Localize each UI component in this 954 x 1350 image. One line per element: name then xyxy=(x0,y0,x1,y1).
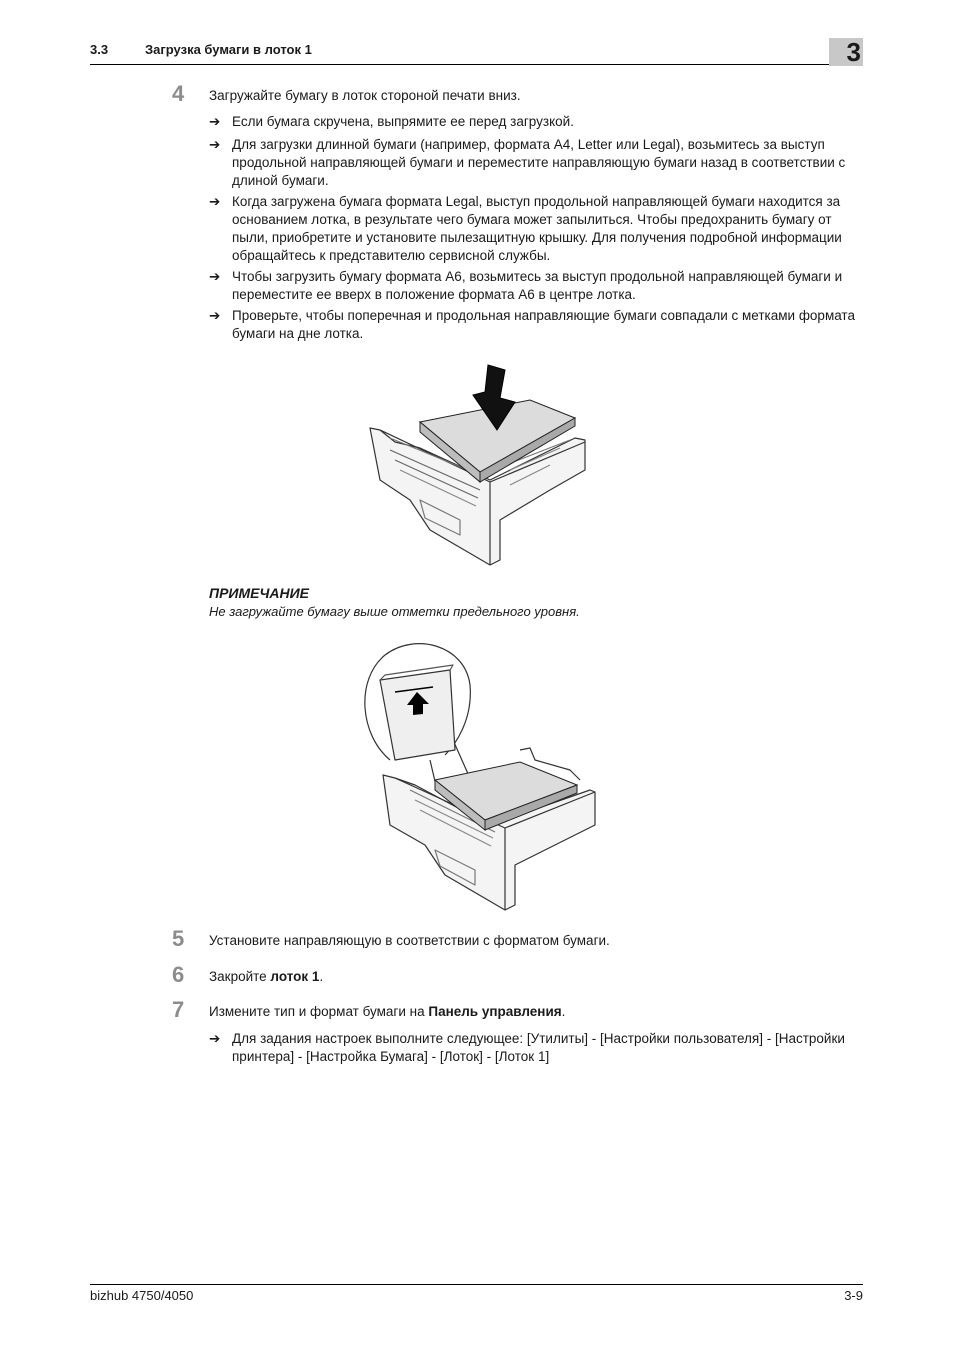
bullet-text: Когда загружена бумага формата Legal, выступ продольной направляющей бумаги находится за основанием лотка, в результате чего бумага может запылиться. Чтобы предохранить бумагу от пыли, приобретите и установите пылезащитную крышку. Для получения подробной информации обращайтесь к представителю сервисной службы. xyxy=(232,194,842,263)
bullet-text: Чтобы загрузить бумагу формата A6, возьмитесь за выступ продольной направляющей бумаги и переместите ее вверх в положение формата A6 в центре лотка. xyxy=(232,269,843,302)
note-title: ПРИМЕЧАНИЕ xyxy=(209,585,310,601)
arrow-icon: ➔ xyxy=(209,1031,221,1046)
step-4-number: 4 xyxy=(172,81,185,106)
step-6-number: 6 xyxy=(172,962,185,987)
step-7-panel-name: Панель управления xyxy=(428,1004,562,1019)
step-5-number: 5 xyxy=(172,926,185,951)
step-4-bullet-2 xyxy=(209,136,864,190)
step-5-text: Установите направляющую в соответствии с форматом бумаги. xyxy=(209,933,610,948)
tray-loading-illustration xyxy=(360,360,600,570)
footer-rule xyxy=(90,1284,863,1285)
bullet-text: Проверьте, чтобы поперечная и продольная направляющие бумаги совпадали с метками формата бумаги на дне лотка. xyxy=(232,308,855,341)
step-6-text xyxy=(209,968,859,986)
step-7-bullet-1 xyxy=(209,1030,864,1066)
arrow-icon: ➔ xyxy=(209,308,221,323)
step-4-bullet-1 xyxy=(209,113,864,131)
step-6-text-start: Закройте xyxy=(209,969,271,984)
chapter-badge xyxy=(829,38,863,66)
bullet-text: Для загрузки длинной бумаги (например, формата A4, Letter или Legal), возьмитесь за выступ продольной направляющей бумаги и переместите направляющую бумаги назад в соответствии с длиной бумаги. xyxy=(232,137,846,188)
arrow-icon: ➔ xyxy=(209,194,221,209)
bullet-text: Если бумага скручена, выпрямите ее перед загрузкой. xyxy=(232,114,574,129)
section-title: Загрузка бумаги в лоток 1 xyxy=(145,42,312,57)
footer-model: bizhub 4750/4050 xyxy=(90,1288,194,1303)
step-4-text: Загружайте бумагу в лоток стороной печати вниз. xyxy=(209,88,521,103)
bullet-text: Для задания настроек выполните следующее: [Утилиты] - [Настройки пользователя] - [Настройки принтера] - [Настройка Бумага] - [Лоток] - [Лоток 1] xyxy=(232,1031,845,1064)
section-number: 3.3 xyxy=(90,42,109,57)
footer-page-number: 3-9 xyxy=(844,1288,863,1303)
chapter-number: 3 xyxy=(846,37,861,67)
step-7-text-start: Измените тип и формат бумаги на xyxy=(209,1004,429,1019)
step-7-text xyxy=(209,1003,859,1021)
step-6-tray-name: лоток 1 xyxy=(270,969,320,984)
limit-mark-illustration xyxy=(355,640,605,915)
step-4-bullet-5 xyxy=(209,307,864,343)
step-4-bullet-4 xyxy=(209,268,864,304)
note-text: Не загружайте бумагу выше отметки предельного уровня. xyxy=(209,604,580,619)
step-7-number: 7 xyxy=(172,997,185,1022)
header-rule xyxy=(90,64,863,65)
arrow-icon: ➔ xyxy=(209,269,221,284)
step-7-text-end: . xyxy=(561,1004,566,1019)
arrow-icon: ➔ xyxy=(209,137,221,152)
step-6-text-end: . xyxy=(319,969,324,984)
step-4-bullet-3 xyxy=(209,193,864,265)
arrow-icon: ➔ xyxy=(209,114,221,129)
